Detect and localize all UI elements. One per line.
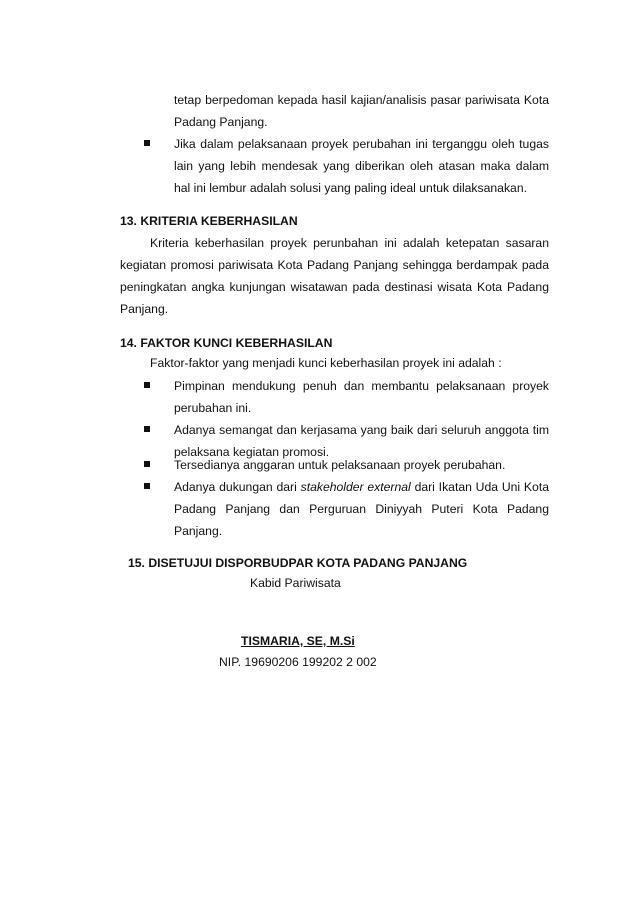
signatory-nip: NIP. 19690206 199202 2 002: [219, 655, 377, 669]
continued-line-2: Padang Panjang.: [174, 115, 268, 129]
section-15-heading: 15. DISETUJUI DISPORBUDPAR KOTA PADANG PANJANG: [128, 556, 468, 570]
stakeholder-text-italic: stakeholder external: [300, 480, 411, 494]
bullet-text: Tersedianya anggaran untuk pelaksanaan proyek perubahan.: [174, 458, 506, 472]
bullet-text: Adanya semangat dan kerjasama yang baik dari seluruh anggota tim pelaksana kegiatan promosi.: [174, 423, 549, 459]
square-bullet-icon: [144, 140, 150, 146]
signatory-name: TISMARIA, SE, M.Si: [241, 634, 355, 648]
bullet-item-leadership: [110, 375, 550, 419]
stakeholder-text-before: Adanya dukungan dari: [174, 480, 301, 494]
section-13-body-rest: kegiatan promosi pariwisata Kota Padang Panjang sehingga berdampak pada peningkatan angka kunjungan wisatawan pada destinasi wisata Kota Padang Panjang.: [120, 258, 549, 316]
section-14-heading: 14. FAKTOR KUNCI KEBERHASILAN: [120, 336, 333, 350]
square-bullet-icon: [144, 382, 150, 388]
stakeholder-text-after: dari Ikatan Uda Uni Kota Padang Panjang dan Perguruan Diniyyah Puteri Kota Padang Panjang.: [174, 480, 549, 538]
square-bullet-icon: [144, 461, 150, 467]
bullet-item-overtime: [110, 133, 550, 199]
section-13-heading: 13. KRITERIA KEBERHASILAN: [120, 214, 298, 228]
bullet-item-stakeholder: [110, 476, 550, 542]
bullet-text: Pimpinan mendukung penuh dan membantu pelaksanaan proyek perubahan ini.: [174, 379, 549, 415]
square-bullet-icon: [144, 483, 150, 489]
bullet-text: [174, 476, 549, 542]
section-14-intro: Faktor-faktor yang menjadi kunci keberhasilan proyek ini adalah :: [150, 356, 502, 370]
signatory-position: Kabid Pariwisata: [250, 576, 341, 590]
section-13-body-first: Kriteria keberhasilan proyek perunbahan ini adalah ketepatan sasaran: [150, 236, 549, 250]
continued-line-1: tetap berpedoman kepada hasil kajian/analisis pasar pariwisata Kota: [174, 93, 549, 107]
bullet-text: Jika dalam pelaksanaan proyek perubahan ini terganggu oleh tugas lain yang lebih mendesak yang diberikan oleh atasan maka dalam hal ini lembur adalah solusi yang paling ideal untuk dilaksanakan.: [174, 137, 549, 195]
bullet-item-budget: [110, 454, 550, 476]
square-bullet-icon: [144, 426, 150, 432]
